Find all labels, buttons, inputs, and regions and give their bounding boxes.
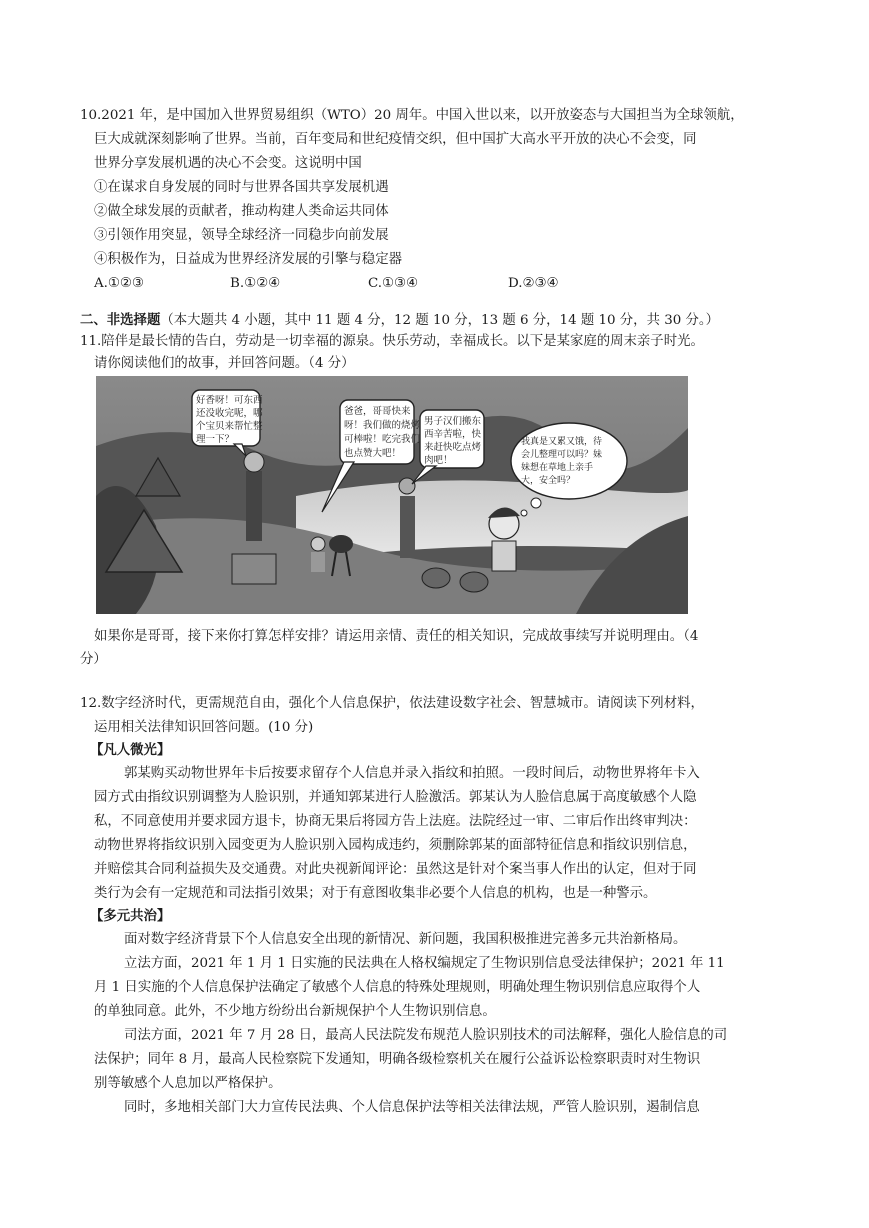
q12-p3-line-3: 的单独同意。此外，不少地方纷纷出台新规保护个人生物识别信息。 — [94, 1004, 496, 1019]
q12-p3-line-2: 月 1 日实施的个人信息保护法确定了敏感个人信息的特殊处理规则，明确处理生物识别信息应取得个人 — [94, 980, 701, 995]
q12-p1-line-3: 私，不同意使用并要求园方退卡，协商无果后将园方告上法庭。法院经过一审、二审后作出终审判决： — [94, 814, 697, 829]
q10-stem-line-2: 巨大成就深刻影响了世界。当前，百年变局和世纪疫情交织，但中国扩大高水平开放的决心不会变，同 — [94, 132, 697, 147]
q10-item-2: ②做全球发展的贡献者，推动构建人类命运共同体 — [94, 204, 389, 219]
q11-ask-line-2: 分） — [80, 652, 107, 667]
q10-item-1: ①在谋求自身发展的同时与世界各国共享发展机遇 — [94, 180, 389, 195]
q11-stem-line-1: 11.陪伴是最长情的告白，劳动是一切幸福的源泉。快乐劳动，幸福成长。以下是某家庭的周末亲子时光。 — [80, 334, 704, 349]
section-heading-ordinary-light: 【凡人微光】 — [90, 742, 171, 758]
bubble-brother-line-1: 我真是又累又饿，待 — [521, 437, 603, 447]
q10-option-b: B.①②④ — [230, 276, 281, 291]
picnic-box — [232, 554, 276, 584]
basket-icon — [460, 572, 488, 592]
q12-p1-line-2: 园方式由指纹识别调整为人脸识别，并通知郭某进行人脸激活。郭某认为人脸信息属于高度敏感个人隐 — [94, 790, 697, 805]
thought-dot — [521, 510, 527, 516]
q10-option-d: D.②③④ — [508, 276, 559, 291]
bubble-brother-line-2: 会儿整理可以吗？妹 — [521, 450, 603, 460]
bubble-mother-line-1: 男子汉们搬东 — [424, 416, 482, 427]
bbq-grill-icon — [329, 535, 353, 553]
thought-bubble-brother — [511, 423, 627, 499]
q12-p1-line-1: 郭某购买动物世界年卡后按要求留存个人信息并录入指纹和拍照。一段时间后，动物世界将年卡入 — [124, 766, 700, 781]
q10-option-a: A.①②③ — [94, 276, 144, 291]
father-head — [244, 452, 264, 472]
basket-icon — [422, 568, 450, 588]
bubble-sister-line-4: 也点赞大吧！ — [344, 448, 402, 459]
thought-dot — [531, 498, 541, 508]
bubble-father-line-1: 好香呀！可东西 — [196, 395, 263, 406]
q12-p4-line-2: 法保护；同年 8 月，最高人民检察院下发通知，明确各级检察机关在履行公益诉讼检察职责时对生物识 — [94, 1052, 701, 1067]
q12-p1-line-4: 动物世界将指纹识别入园变更为人脸识别入园构成违约，须删除郭某的面部特征信息和指纹识别信息， — [94, 838, 697, 853]
bubble-father-line-2: 还没收完呢，哪 — [196, 408, 263, 419]
q12-p5-line-1: 同时，多地相关部门大力宣传民法典、个人信息保护法等相关法律法规，严管人脸识别，遏制信息 — [124, 1100, 700, 1115]
q10-item-4: ④积极作为，日益成为世界经济发展的引擎与稳定器 — [94, 252, 402, 267]
q10-stem-line-3: 世界分享发展机遇的决心不会变。这说明中国 — [94, 156, 362, 171]
q10-item-3: ③引领作用突显，领导全球经济一同稳步向前发展 — [94, 228, 389, 243]
bubble-father-line-4: 理一下？ — [196, 434, 235, 445]
bubble-mother-line-3: 来赶快吃点烤 — [424, 442, 482, 453]
sister-head — [311, 537, 325, 551]
sister-figure — [311, 552, 325, 572]
q12-stem-line-1: 12.数字经济时代，更需规范自由，强化个人信息保护，依法建设数字社会、智慧城市。请阅读下列材料， — [80, 696, 704, 711]
mother-head — [399, 478, 415, 494]
q12-p4-line-1: 司法方面，2021 年 7 月 28 日，最高人民法院发布规范人脸识别技术的司法解释，强化人脸信息的司 — [124, 1028, 728, 1043]
q12-p2-line-1: 面对数字经济背景下个人信息安全出现的新情况、新问题，我国积极推进完善多元共治新格局。 — [124, 932, 687, 947]
section2-note: （本大题共 4 小题，其中 11 题 4 分，12 题 10 分，13 题 6 分，14 题 10 分，共 30 分。） — [160, 313, 719, 328]
q12-p1-line-6: 类行为会有一定规范和司法指引效果；对于有意图收集非必要个人信息的机构，也是一种警示。 — [94, 886, 657, 901]
q12-p1-line-5: 并赔偿其合同利益损失及交通费。对此央视新闻评论：虽然这是针对个案当事人作出的认定，但对于同 — [94, 862, 697, 877]
q10-stem-line-1: 10.2021 年，是中国加入世界贸易组织（WTO）20 周年。中国入世以来，以开放姿态与大国担当为全球领航， — [80, 108, 744, 123]
father-figure — [246, 471, 262, 541]
q12-p3-line-1: 立法方面，2021 年 1 月 1 日实施的民法典在人格权编规定了生物识别信息受法律保护；2021 年 11 — [124, 956, 725, 971]
section2-header — [80, 310, 719, 331]
q10-option-c: C.①③④ — [368, 276, 419, 291]
q12-stem-line-2: 运用相关法律知识回答问题。(10 分) — [94, 720, 314, 735]
q11-stem-line-2: 请你阅读他们的故事，并回答问题。（4 分） — [94, 356, 355, 371]
q11-ask-line-1: 如果你是哥哥，接下来你打算怎样安排？请运用亲情、责任的相关知识，完成故事续写并说明理由。（4 — [94, 629, 699, 644]
mother-figure — [400, 496, 415, 558]
section2-title: 二、非选择题 — [80, 312, 161, 328]
bubble-brother-line-3: 妹想在草地上亲手 — [521, 463, 594, 473]
bubble-sister-line-1: 爸爸，哥哥快来 — [344, 406, 411, 417]
bubble-sister-line-3: 可棒啦！吃完我们 — [344, 434, 421, 445]
family-picnic-illustration — [96, 376, 688, 614]
bubble-sister-line-2: 呀！我们做的烧烤 — [344, 420, 421, 431]
bubble-mother-line-2: 西辛苦啦，快 — [424, 429, 482, 440]
bubble-mother-line-4: 肉吧！ — [424, 455, 453, 466]
bubble-brother-line-4: 大，安全吗？ — [521, 476, 576, 486]
q12-p4-line-3: 别等敏感个人息加以严格保护。 — [94, 1076, 282, 1091]
section-heading-co-governance: 【多元共治】 — [90, 908, 171, 924]
brother-figure — [492, 541, 516, 571]
bubble-father-line-3: 个宝贝来帮忙整 — [196, 421, 263, 432]
